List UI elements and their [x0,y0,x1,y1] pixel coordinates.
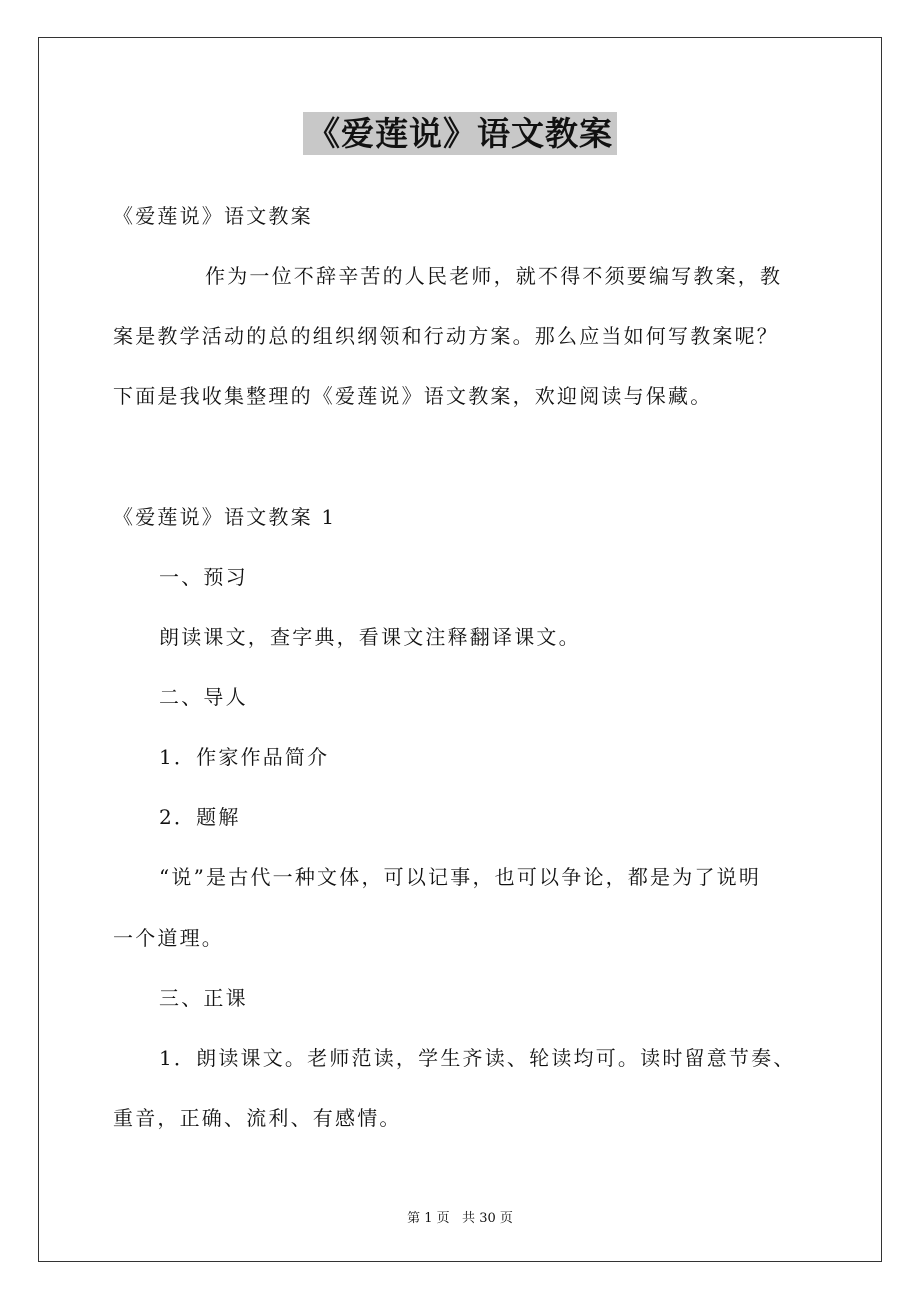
page-footer: 第 1 页 共 30 页 [407,1211,513,1226]
paragraph-shuo-line-2: 一个道理。 [113,926,224,950]
document-title-block [0,112,920,156]
heading-intro: 二、导人 [159,685,248,709]
paragraph-shuo-line-1: “说”是古代一种文体，可以记事，也可以争论，都是为了说明 [159,865,762,889]
intro-line-1: 作为一位不辞辛苦的人民老师，就不得不须要编写教案，教 [205,264,783,288]
heading-lesson: 三、正课 [159,986,248,1010]
item-reading-line-1: 1．朗读课文。老师范读，学生齐读、轮读均可。读时留意节奏、 [159,1046,796,1070]
document-title: 《爱莲说》语文教案 [303,112,617,155]
section-heading: 《爱莲说》语文教案 1 [113,505,337,529]
paragraph-preview: 朗读课文，查字典，看课文注释翻译课文。 [159,625,581,649]
heading-preview: 一、预习 [159,565,248,589]
intro-line-3: 下面是我收集整理的《爱莲说》语文教案，欢迎阅读与保藏。 [113,384,713,408]
item-author-intro: 1．作家作品简介 [159,745,330,769]
intro-line-2: 案是教学活动的总的组织纲领和行动方案。那么应当如何写教案呢？ [113,324,779,348]
subtitle-line: 《爱莲说》语文教案 [113,204,313,228]
item-reading-line-2: 重音，正确、流利、有感情。 [113,1106,402,1130]
item-title-explain: 2．题解 [159,805,241,829]
